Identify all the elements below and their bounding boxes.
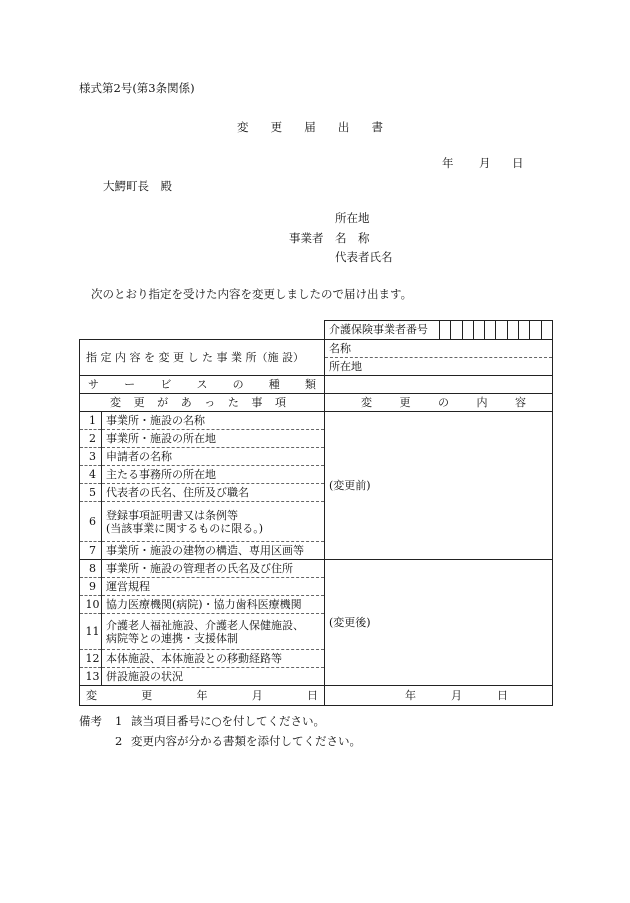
note-number: 1	[115, 714, 123, 728]
note-text: 変更内容が分かる書類を添付してください。	[131, 734, 361, 748]
item-number[interactable]: 7	[80, 542, 102, 560]
item-label: 登録事項証明書又は条例等 (当該事業に関するものに限る。)	[102, 502, 325, 542]
item-number[interactable]: 9	[80, 578, 102, 596]
item-number[interactable]: 1	[80, 412, 102, 430]
date-day-label: 日	[512, 156, 524, 170]
note-number: 2	[115, 734, 123, 748]
item-label: 事業所・施設の建物の構造、専用区画等	[102, 542, 325, 560]
date-year-label: 年	[442, 156, 454, 170]
item-number[interactable]: 8	[80, 560, 102, 578]
item-number[interactable]: 4	[80, 466, 102, 484]
date-month-label: 月	[479, 156, 491, 170]
insurer-number-label: 介護保険事業者番号	[329, 323, 428, 336]
item-number[interactable]: 11	[80, 614, 102, 650]
item-label: 代表者の氏名、住所及び職名	[102, 484, 325, 502]
before-change-area[interactable]	[325, 412, 553, 560]
notes-label: 備考	[79, 714, 102, 728]
change-date-field[interactable]: 変 更 年 月 日	[80, 686, 325, 706]
item-number[interactable]: 12	[80, 650, 102, 668]
intro-text: 次のとおり指定を受けた内容を変更しましたので届け出ます。	[91, 287, 413, 301]
insurer-number-digit-boxes[interactable]	[439, 321, 552, 339]
office-name-label: 名称	[329, 342, 351, 355]
item-number[interactable]: 10	[80, 596, 102, 614]
note-text: 該当項目番号に○を付してください。	[131, 714, 326, 728]
after-change-area[interactable]	[325, 560, 553, 686]
after-change-label: (変更後)	[329, 616, 371, 629]
change-form-table	[79, 320, 553, 706]
title-char: 出	[337, 120, 350, 134]
item-label: 事業所・施設の所在地	[102, 430, 325, 448]
title-char: 届	[304, 120, 316, 134]
service-type-label: サ ー ビ ス の 種 類	[80, 376, 325, 394]
applicant-rep-label: 代表者氏名	[335, 250, 393, 264]
applicant-address-label: 所在地	[335, 211, 370, 225]
title-char: 更	[270, 120, 283, 134]
item-label: 申請者の名称	[102, 448, 325, 466]
item-label: 協力医療機関(病院)・協力歯科医療機関	[102, 596, 325, 614]
item-number[interactable]: 3	[80, 448, 102, 466]
office-label: 指 定 内 容 を 変 更 し た 事 業 所（施 設）	[80, 340, 325, 376]
applicant-name-label: 名 称	[335, 231, 370, 245]
title-char: 書	[371, 120, 383, 134]
service-type-field[interactable]	[325, 376, 553, 394]
before-change-label: (変更前)	[329, 479, 371, 492]
document-title	[237, 120, 383, 134]
title-char: 変	[237, 120, 249, 134]
applicant-entity-label: 事業者	[289, 231, 324, 245]
change-date-value-field[interactable]: 年 月 日	[325, 686, 553, 706]
office-address-label: 所在地	[329, 360, 362, 373]
item-number[interactable]: 5	[80, 484, 102, 502]
item-number[interactable]: 13	[80, 668, 102, 686]
addressee: 大鰐町長 殿	[103, 179, 172, 193]
item-label: 主たる事務所の所在地	[102, 466, 325, 484]
item-label: 運営規程	[102, 578, 325, 596]
form-number: 様式第2号(第3条関係)	[79, 81, 195, 95]
item-label: 事業所・施設の管理者の氏名及び住所	[102, 560, 325, 578]
item-label: 併設施設の状況	[102, 668, 325, 686]
item-number[interactable]: 6	[80, 502, 102, 542]
office-name-field[interactable]	[325, 340, 553, 358]
blank-corner	[80, 321, 325, 340]
changed-items-header: 変 更 が あ っ た 事 項	[80, 394, 325, 412]
item-label: 事業所・施設の名称	[102, 412, 325, 430]
office-address-field[interactable]	[325, 358, 553, 376]
item-label: 本体施設、本体施設との移動経路等	[102, 650, 325, 668]
item-number[interactable]: 2	[80, 430, 102, 448]
item-label: 介護老人福祉施設、介護老人保健施設、 病院等との連携・支援体制	[102, 614, 325, 650]
insurer-number-cell[interactable]	[325, 321, 553, 340]
change-content-header: 変 更 の 内 容	[325, 394, 553, 412]
